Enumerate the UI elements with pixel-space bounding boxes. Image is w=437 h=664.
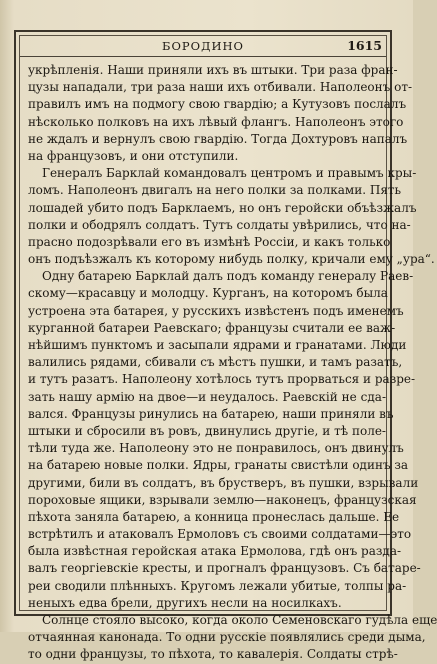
text-line: на французовъ, и они отступили. xyxy=(28,148,239,163)
text-line: Одну батарею Барклай далъ подъ команду генералу Раев- xyxy=(42,269,414,284)
text-line: нѣйшимъ пунктомъ и засыпали ядрами и гранатами. Люди xyxy=(28,338,407,352)
text-line: прасно подозрѣвали его въ измѣнѣ Россіи, и какъ только xyxy=(28,234,391,249)
text-line: Солнце стояло высоко, когда около Семеновскаго гудѣла еще xyxy=(42,613,437,627)
text-line: онъ подъѣзжалъ къ которому нибудь полку, кричали ему „ура“. xyxy=(28,252,435,267)
text-line: устроена эта батарея, у русскихъ извѣстенъ подъ именемъ xyxy=(28,303,404,318)
text-line: отчаянная канонада. То одни русскіе появлялись среди дыма, xyxy=(28,630,426,645)
text-line: встрѣтилъ и атаковалъ Ермоловъ съ своими солдатами—это xyxy=(28,527,412,542)
text-line: штыки и сбросили въ ровъ, двинулись другіе, и тѣ поле- xyxy=(28,423,386,438)
text-line: вался. Французы ринулись на батарею, наши приняли въ xyxy=(28,406,394,421)
text-line: полки и ободрялъ солдатъ. Тутъ солдаты увѣрились, что на- xyxy=(28,217,411,232)
text-line: валъ георгіевскіе кресты, и прогналъ французовъ. Съ батаре- xyxy=(28,561,421,576)
text-line: лошадей убито подъ Барклаемъ, но онъ геройски объѣзжалъ xyxy=(28,200,417,215)
text-line: и тутъ разатъ. Наполеону хотѣлось тутъ прорваться и разре- xyxy=(28,372,416,387)
text-line: неныхъ едва брели, другихъ несли на носилкахъ. xyxy=(28,595,342,610)
text-line: цузы нападали, три раза наши ихъ отбивали. Наполеонъ от- xyxy=(28,80,413,95)
text-line: не ждалъ и вернулъ свою гвардію. Тогда Дохтуровъ напалъ xyxy=(28,131,408,146)
body-text xyxy=(28,62,437,664)
text-line: укрѣпленія. Наши приняли ихъ въ штыки. Три раза фран- xyxy=(28,63,398,77)
text-line: пороховые ящики, взрывали землю—наконецъ, французская xyxy=(28,492,417,507)
text-line: нѣсколько полковъ на ихъ лѣвый флангъ. Наполеонъ этого xyxy=(28,114,404,129)
text-line: скому—красавцу и молодцу. Курганъ, на которомъ была xyxy=(28,286,388,301)
text-line: реи сводили плѣнныхъ. Кругомъ лежали убитые, толпы ра- xyxy=(28,578,407,593)
page-number: 1615 xyxy=(347,38,382,53)
text-line: была извѣстная геройская атака Ермолова, гдѣ онъ разда- xyxy=(28,544,402,559)
text-line: пѣхота заняла батарею, а конница пронеслась дальше. Ее xyxy=(28,509,400,524)
text-line: зать нашу армію на двое—и неудалось. Раевскій не сда- xyxy=(28,389,386,404)
text-line: ломъ. Наполеонъ двигалъ на него полки за полками. Пять xyxy=(28,183,402,198)
text-line: правилъ имъ на подмогу свою гвардію; а Кутузовъ послалъ xyxy=(28,97,407,112)
text-line: Генералъ Барклай командовалъ центромъ и правымъ кры- xyxy=(42,166,417,181)
text-line: валились рядами, сбивали съ мѣстъ пушки, и тамъ разатъ, xyxy=(28,355,403,370)
running-header xyxy=(20,36,386,57)
text-line: на батарею новые полки. Ядры, гранаты свистѣли одинъ за xyxy=(28,458,409,473)
text-line: другими, били въ солдатъ, въ брустверъ, въ пушки, взрывали xyxy=(28,475,419,490)
text-line: тѣли туда же. Наполеону это не понравилось, онъ двинулъ xyxy=(28,441,404,456)
text-line: то одни французы, то пѣхота, то кавалерія. Солдаты стрѣ- xyxy=(28,647,398,662)
text-line: курганной батареи Раевскаго; французы считали ее важ- xyxy=(28,320,396,335)
running-title: БОРОДИНО xyxy=(162,39,244,53)
